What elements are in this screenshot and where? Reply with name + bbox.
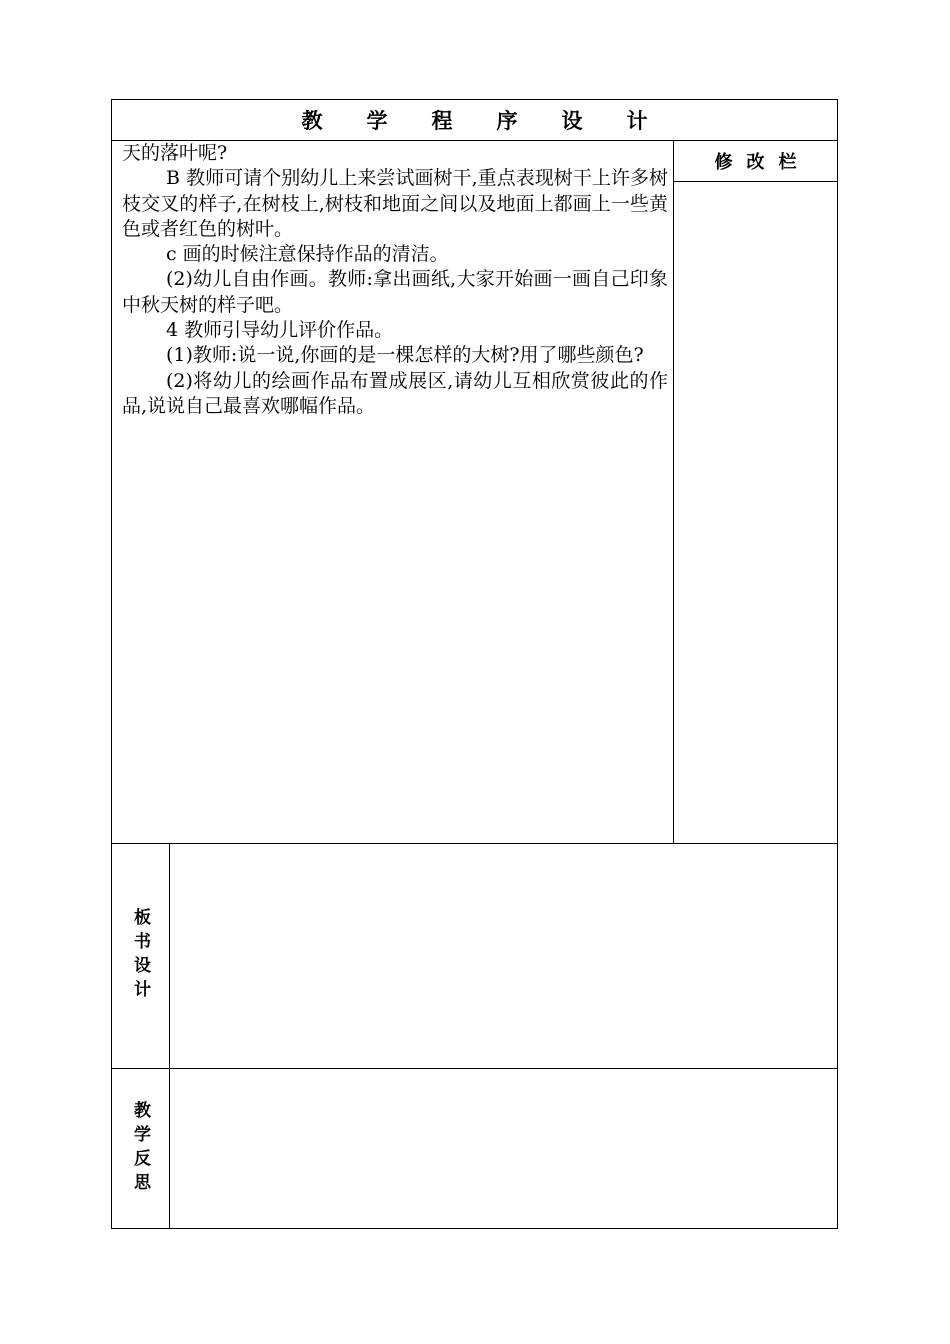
teaching-reflection-row — [112, 1068, 837, 1228]
board-design-row — [112, 843, 837, 1068]
lesson-paragraph: 天的落叶呢? — [122, 142, 228, 164]
revision-header: 修改栏 — [674, 141, 837, 182]
teaching-reflection-label-cell — [112, 1069, 170, 1228]
teaching-reflection-content — [170, 1069, 837, 1228]
lesson-paragraph: (2)将幼儿的绘画作品布置成展区,请幼儿互相欣赏彼此的作品,说说自己最喜欢哪幅作品。 — [122, 369, 668, 417]
board-design-label: 板书设计 — [130, 908, 150, 1004]
lesson-text — [122, 141, 668, 419]
board-design-content — [170, 844, 837, 1068]
table-title: 教学程序设计 — [112, 100, 837, 141]
lesson-paragraph: (2)幼儿自由作画。教师:拿出画纸,大家开始画一画自己印象中秋天树的样子吧。 — [122, 268, 668, 316]
teaching-reflection-label: 教学反思 — [130, 1100, 150, 1197]
lesson-paragraph: B 教师可请个别幼儿上来尝试画树干,重点表现树干上许多树枝交叉的样子,在树枝上,树枝和地面之间以及地面上都画上一些黄色或者红色的树叶。 — [122, 167, 668, 240]
revision-column — [674, 141, 837, 843]
lesson-paragraph: 4 教师引导幼儿评价作品。 — [166, 319, 394, 342]
lesson-paragraph: c 画的时候注意保持作品的清洁。 — [166, 243, 449, 266]
teaching-procedure-cell — [112, 141, 674, 843]
lesson-paragraph: (1)教师:说一说,你画的是一棵怎样的大树?用了哪些颜色? — [166, 344, 644, 367]
board-design-label-cell — [112, 844, 170, 1068]
lesson-plan-table — [111, 99, 838, 1229]
